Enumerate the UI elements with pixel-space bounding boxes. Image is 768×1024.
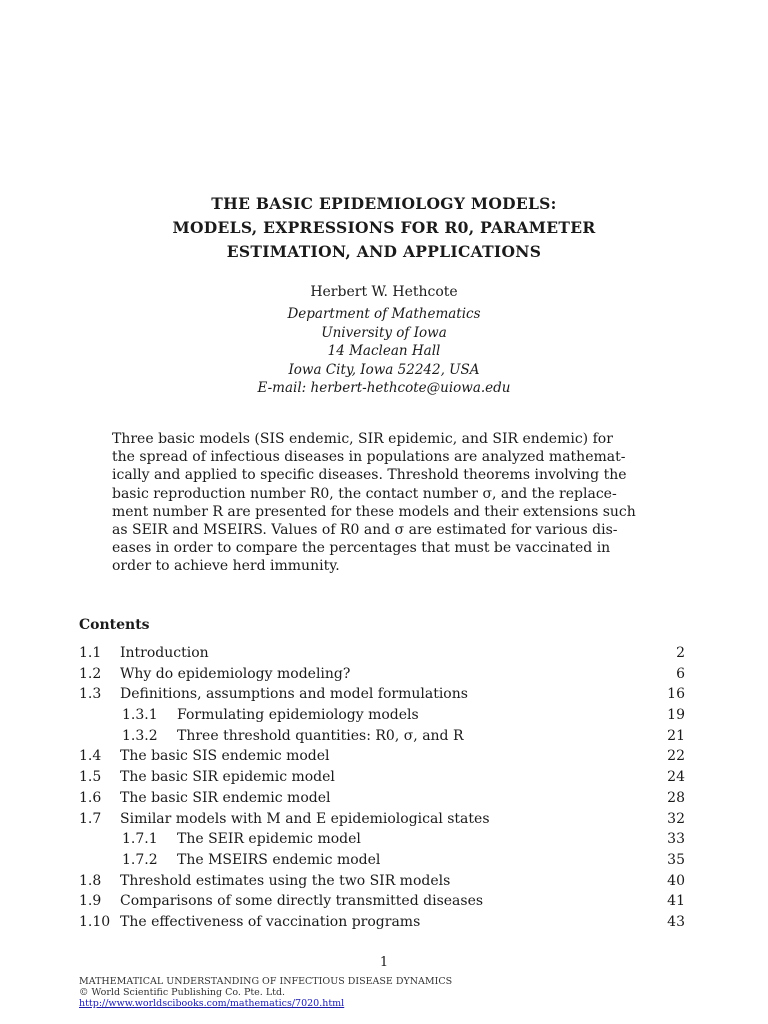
toc-subentry[interactable] — [79, 726, 685, 747]
toc-entry[interactable] — [79, 891, 685, 912]
toc-number: 1.9 — [79, 893, 102, 910]
contents-heading: Contents — [79, 617, 150, 633]
toc-entry[interactable] — [79, 871, 685, 892]
toc-title: Similar models with M and E epidemiological states — [120, 810, 490, 827]
toc-number: 1.7.1 — [122, 831, 158, 848]
toc-entry[interactable] — [79, 643, 685, 664]
toc-subentry[interactable] — [79, 850, 685, 871]
toc-number: 1.4 — [79, 748, 102, 765]
toc-title: The basic SIS endemic model — [120, 748, 330, 765]
abstract-line: eases in order to compare the percentages that must be vaccinated in — [112, 540, 611, 557]
abstract-line: Three basic models (SIS endemic, SIR epidemic, and SIR endemic) for — [112, 431, 613, 447]
toc-number: 1.6 — [79, 789, 102, 806]
toc-entry[interactable] — [79, 767, 685, 788]
abstract-line: basic reproduction number R0, the contact number σ, and the replace- — [112, 485, 617, 502]
toc-entry[interactable] — [79, 809, 685, 830]
abstract-line: as SEIR and MSEIRS. Values of R0 and σ are estimated for various dis- — [112, 522, 618, 539]
toc-page: 6 — [676, 665, 685, 682]
toc-number: 1.5 — [79, 769, 102, 786]
toc-page: 21 — [667, 727, 685, 744]
toc-title: Comparisons of some directly transmitted diseases — [120, 893, 484, 910]
toc-page: 24 — [667, 769, 685, 786]
abstract — [112, 430, 652, 576]
footer-copyright: © World Scientific Publishing Co. Pte. Ltd. — [79, 987, 286, 998]
toc-number: 1.3.2 — [122, 727, 158, 744]
toc-page: 28 — [667, 789, 685, 806]
page-number: 1 — [379, 955, 389, 970]
table-of-contents — [79, 643, 685, 933]
affiliation-university: University of Iowa — [321, 324, 447, 341]
toc-title: Why do epidemiology modeling? — [120, 665, 351, 682]
footer — [79, 976, 452, 1009]
toc-number: 1.3.1 — [122, 707, 158, 724]
toc-title: The basic SIR epidemic model — [120, 769, 335, 786]
toc-page: 22 — [667, 748, 685, 765]
toc-page: 16 — [667, 686, 685, 703]
toc-entry[interactable] — [79, 684, 685, 705]
toc-page: 32 — [667, 810, 685, 827]
toc-title: The SEIR epidemic model — [177, 831, 361, 848]
toc-entry[interactable] — [79, 788, 685, 809]
toc-subentry[interactable] — [79, 705, 685, 726]
toc-title: Formulating epidemiology models — [177, 707, 419, 724]
toc-page: 41 — [667, 893, 685, 910]
affiliation-email: E-mail: herbert-hethcote@uiowa.edu — [257, 380, 511, 396]
toc-number: 1.10 — [79, 913, 111, 930]
abstract-line: order to achieve herd immunity. — [112, 558, 340, 575]
toc-subentry[interactable] — [79, 829, 685, 850]
toc-entry[interactable] — [79, 746, 685, 767]
toc-entry[interactable] — [79, 912, 685, 933]
title-line-3: ESTIMATION, AND APPLICATIONS — [226, 242, 542, 261]
toc-page: 35 — [667, 851, 685, 868]
toc-number: 1.1 — [79, 645, 102, 661]
toc-number: 1.7 — [79, 810, 102, 827]
affiliation — [0, 305, 768, 398]
toc-title: The effectiveness of vaccination programs — [120, 913, 421, 930]
affiliation-address: 14 Maclean Hall — [327, 343, 441, 359]
toc-title: Introduction — [120, 645, 209, 661]
toc-page: 43 — [667, 913, 685, 930]
affiliation-department: Department of Mathematics — [287, 306, 481, 322]
toc-number: 1.2 — [79, 665, 102, 682]
abstract-line: ment number R are presented for these models and their extensions such — [112, 503, 636, 520]
toc-page: 19 — [667, 707, 685, 724]
toc-number: 1.8 — [79, 872, 102, 889]
toc-entry[interactable] — [79, 664, 685, 685]
footer-url-link[interactable]: http://www.worldscibooks.com/mathematics/7020.html — [79, 998, 345, 1009]
toc-title: The basic SIR endemic model — [120, 789, 331, 806]
toc-title: The MSEIRS endemic model — [177, 851, 381, 868]
abstract-line: ically and applied to specific diseases. Threshold theorems involving the — [112, 467, 627, 484]
paper-title — [0, 192, 768, 264]
toc-page: 40 — [667, 872, 685, 889]
author-name: Herbert W. Hethcote — [310, 284, 458, 300]
toc-number: 1.7.2 — [122, 851, 158, 868]
title-line-2: MODELS, EXPRESSIONS FOR R0, PARAMETER — [172, 218, 596, 237]
toc-title: Definitions, assumptions and model formulations — [120, 686, 468, 703]
toc-title: Threshold estimates using the two SIR models — [120, 872, 451, 889]
footer-book-title: MATHEMATICAL UNDERSTANDING OF INFECTIOUS DISEASE DYNAMICS — [79, 976, 453, 987]
abstract-line: the spread of infectious diseases in populations are analyzed mathemat- — [112, 449, 626, 466]
toc-page: 33 — [667, 831, 685, 848]
toc-number: 1.3 — [79, 686, 102, 703]
title-line-1: THE BASIC EPIDEMIOLOGY MODELS: — [211, 194, 557, 213]
affiliation-city: Iowa City, Iowa 52242, USA — [288, 361, 480, 378]
toc-title: Three threshold quantities: R0, σ, and R — [177, 727, 464, 744]
toc-page: 2 — [676, 645, 685, 661]
